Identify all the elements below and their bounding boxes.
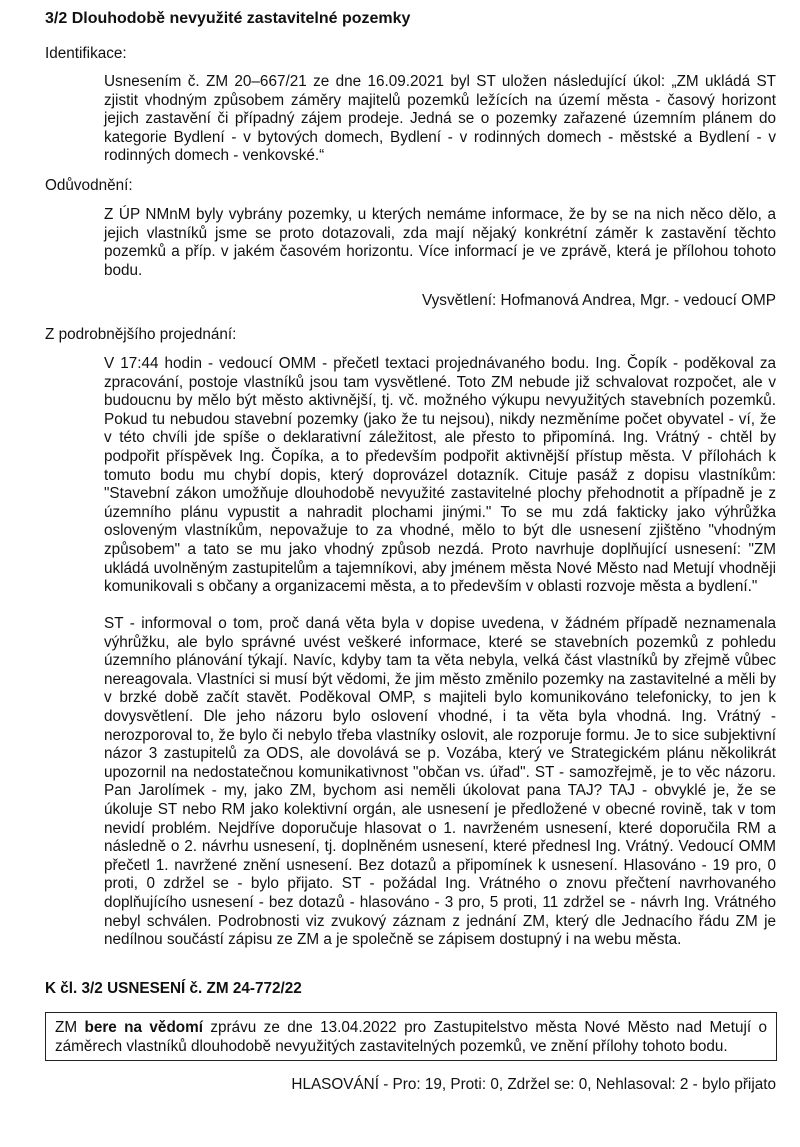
discussion-paragraph-2: ST - informoval o tom, proč daná věta byla v dopise uvedena, v žádném případě neznamenala výhrůžku, ale bylo správné uvést veškeré informace, které se stavebních pozemků z pohledu územního plánování týkají. Navíc, kdyby tam ta věta nebyla, velká část vlastníků by zřejmě vůbec nereagovala. Vlastníci si musí být vědomi, že jim město změnilo pozemky na zastavitelné a měli by v brzké době začít stavět. Poděkoval OMP, s majiteli bylo komunikováno telefonicky, to jen k dovysvětlení. Dle jeho názoru bylo oslovení vhodné, i ta věta byla vhodná. Ing. Vrátný - nerozporoval to, že bylo či nebylo třeba vlastníky oslovit, ale rozporuje formu. Je to sice subjektivní názor 3 zastupitelů za ODS, ale dovolává se p. Vozába, který ve Strategickém plánu několikrát upozornil na nedostatečnou komunikativnost "občan vs. úřad". ST - samozřejmě, je to věc názoru. Pan Jarolímek - my, jako ZM, bychom asi neměli úkolovat pana TAJ? TAJ - obvyklé je, že se úkoluje ST nebo RM jako kolektivní orgán, ale usnesení je předložené v obecné rovině, tak v tom nevidí problém. Nejdříve doporučuje hlasovat o 1. navrženém usnesení, které doporučila RM a následně o 2. návrhu usnesení, tj. doplněném usnesení, které přednesl Ing. Vrátný. Vedoucí OMM přečetl 1. navržené znění usnesení. Bez dotazů a připomínek k usnesení. Hlasováno - 19 pro, 0 proti, 0 zdržel se - bylo přijato. ST - požádal Ing. Vrátného o znovu přečtení navrhovaného doplňujícího usnesení - bez dotazů - hlasováno - 3 pro, 5 proti, 11 zdržel se - návrh Ing. Vrátného nebyl schválen. Podrobnosti viz zvukový záznam z jednání ZM, který dle Jednacího řádu ZM je nedílnou součástí zápisu ze ZM a je společně se zápisem dostupný i na webu města. bbox=[104, 615, 776, 949]
explanation-note: Vysvětlení: Hofmanová Andrea, Mgr. - vedoucí OMP bbox=[422, 292, 776, 309]
discussion-paragraph-1: V 17:44 hodin - vedoucí OMM - přečetl textaci projednávaného bodu. Ing. Čopík - poděkoval za zpracování, postoje vlastníků jsou tam vysvětlené. Toto ZM nebude již schvalovat rozpočet, ale v budoucnu by mělo být město aktivnější, tj. vč. možného výkupu nevyužitých stavebních pozemků. Pokud tu nebudou stavební pozemky (jako že tu nejsou), nikdy nezměníme počet obyvatel - ví, že v této chvíli jde spíše o deklarativní záležitost, ale přesto to připomíná. Ing. Vrátný - chtěl by podpořit příspěvek Ing. Čopíka, a to především podpořit aktivnější přístup města. V přílohách k tomuto bodu mu chybí dopis, který doprovázel dotazník. Cituje pasáž z dopisu vlastníkům: "Stavební zákon umožňuje dlouhodobě nevyužité zastavitelné plochy přehodnotit a případně je z územního plánu vypustit a nahradit plochami jinými." To se mu zdá fakticky jako výhrůžka osloveným vlastníkům, nepovažuje to za vhodné, mělo to být dle usnesení zjištěno "vhodným způsobem" a tato se mu jako vhodný způsob nezdá. Proto navrhuje doplňující usnesení: "ZM ukládá uvolněným zastupitelům a tajemníkovi, aby jménem města Nové Město nad Metují vhodněji komunikovali s občany a organizacemi města, a to především v oblasti rozvoje města a bydlení." bbox=[104, 355, 776, 596]
resolution-prefix: ZM bbox=[55, 1019, 85, 1036]
justification-label: Odůvodnění: bbox=[45, 177, 133, 194]
resolution-bold: bere na vědomí bbox=[84, 1019, 203, 1036]
section-title: 3/2 Dlouhodobě nevyužité zastavitelné pozemky bbox=[45, 10, 411, 27]
resolution-box bbox=[45, 1012, 777, 1061]
vote-result: HLASOVÁNÍ - Pro: 19, Proti: 0, Zdržel se: 0, Nehlasoval: 2 - bylo přijato bbox=[291, 1076, 776, 1093]
identification-label: Identifikace: bbox=[45, 45, 127, 62]
identification-paragraph: Usnesením č. ZM 20–667/21 ze dne 16.09.2021 byl ST uložen následující úkol: „ZM ukládá ST zjistit vhodným způsobem záměry majitelů pozemků ležících na území města - časový horizont jejich zastavění či případný zájem prodeje. Jedná se o pozemky zařazené územním plánem do kategorie Bydlení - v bytových domech, Bydlení - v rodinných domech - městské a Bydlení - v rodinných domech - venkovské.“ bbox=[104, 73, 776, 165]
resolution-text: zprávu ze dne 13.04.2022 pro Zastupitelstvo města Nové Město nad Metují o záměrech vlastníků dlouhodobě nevyužitých zastavitelných pozemků, ve znění přílohy tohoto bodu. bbox=[55, 1019, 767, 1055]
discussion-label: Z podrobnějšího projednání: bbox=[45, 326, 237, 343]
resolution-heading: K čl. 3/2 USNESENÍ č. ZM 24-772/22 bbox=[45, 980, 302, 997]
justification-paragraph: Z ÚP NMnM byly vybrány pozemky, u kterých nemáme informace, že by se na nich něco dělo, a jejich vlastníků jsme se proto dotazovali, zda mají nějaký konkrétní záměr k zastavění těchto pozemků a příp. v jakém časovém horizontu. Více informací je ve zprávě, která je přílohou tohoto bodu. bbox=[104, 206, 776, 279]
